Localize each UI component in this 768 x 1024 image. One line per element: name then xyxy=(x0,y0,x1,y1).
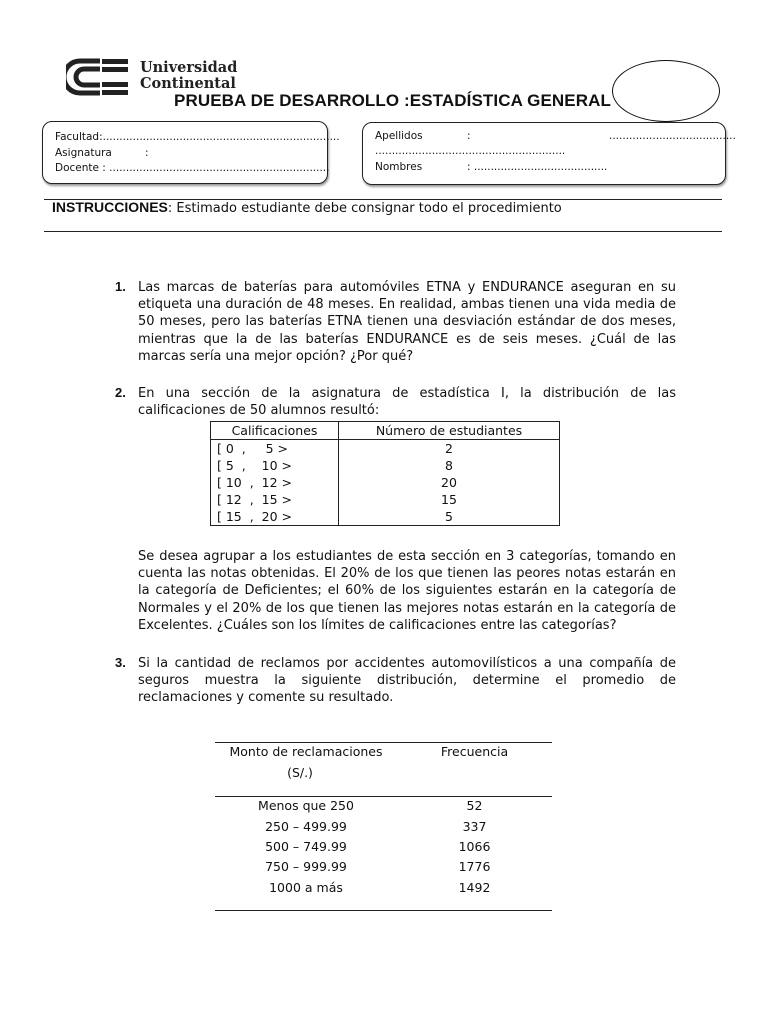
table-row xyxy=(211,440,559,458)
nombres-field[interactable]: : ........................................ xyxy=(467,161,608,173)
table-cell: 20 xyxy=(441,475,457,490)
question-1-number: 1. xyxy=(115,279,126,294)
asignatura-field[interactable]: : xyxy=(145,147,149,159)
instructions-label: INSTRUCCIONES xyxy=(52,199,168,215)
facultad-field[interactable]: Facultad:....................................................................... xyxy=(55,131,340,143)
table-cell: 337 xyxy=(462,819,487,834)
apellidos-field-continued[interactable]: ......................................................... xyxy=(375,145,566,157)
table-cell: [ 5 , 10 > xyxy=(211,457,339,474)
table-row xyxy=(211,491,559,508)
university-name xyxy=(140,60,237,92)
table-row xyxy=(211,508,559,525)
table-row xyxy=(211,474,559,491)
table-cell: [ 0 , 5 > xyxy=(211,440,339,458)
table-cell: 250 – 499.99 xyxy=(265,819,347,834)
question-2-text: En una sección de la asignatura de estadística I, la distribución de las calificaciones de 50 alumnos resultó: xyxy=(138,386,676,419)
grade-oval xyxy=(612,60,720,122)
table-cell: 1066 xyxy=(458,839,491,854)
table-cell: 1492 xyxy=(458,880,491,895)
table-rule-bottom xyxy=(215,910,552,911)
question-1-text: Las marcas de baterías para automóviles ETNA y ENDURANCE aseguran en su etiqueta una duración de 48 meses. En realidad, ambas tienen una vida media de 50 meses, pero las baterías ETNA tienen una desviación estándar de dos meses, mientras que la de las baterías ENDURANCE es de seis meses. ¿Cuál de las marcas sería una mejor opción? ¿Por qué? xyxy=(138,280,676,364)
docente-field[interactable]: Docente : .................................................................. xyxy=(55,162,330,174)
apellidos-colon: : xyxy=(467,130,471,142)
instructions-text: : Estimado estudiante debe consignar todo el procedimiento xyxy=(167,201,562,216)
instructions xyxy=(52,199,562,216)
table-cell: 52 xyxy=(466,798,483,813)
question-2-text-continued: Se desea agrupar a los estudiantes de esta sección en 3 categorías, tomando en cuenta las notas obtenidas. El 20% de los que tienen las peores notas estarán en la categoría de Deficientes; el 60% de los siguientes estarán en la categoría de Normales y el 20% de los que tienen las mejores notas estarán en la categoría de Excelentes. ¿Cuáles son los límites de calificaciones entre las categorías? xyxy=(138,549,676,633)
question-3-number: 3. xyxy=(115,655,126,670)
divider-bottom xyxy=(44,231,722,232)
claims-table xyxy=(215,742,552,895)
asignatura-label: Asignatura xyxy=(55,147,112,159)
table-header: (S/.) xyxy=(287,765,313,780)
nombres-label: Nombres xyxy=(375,161,423,173)
table-header: Monto de reclamaciones xyxy=(229,744,383,759)
table-header: Frecuencia xyxy=(440,744,509,759)
table-header: Número de estudiantes xyxy=(339,422,560,440)
table-cell: 8 xyxy=(445,458,453,473)
university-logo-icon xyxy=(66,57,130,97)
table-cell: 15 xyxy=(441,492,457,507)
page-title: PRUEBA DE DESARROLLO :ESTADÍSTICA GENERAL xyxy=(174,91,611,110)
question-2-number: 2. xyxy=(115,385,126,400)
logo-line1: Universidad xyxy=(140,59,238,76)
course-info-box xyxy=(42,121,340,184)
table-rule-top xyxy=(215,742,552,743)
table-cell: 500 – 749.99 xyxy=(265,839,347,854)
table-cell: [ 12 , 15 > xyxy=(211,491,339,508)
apellidos-label: Apellidos xyxy=(375,130,423,142)
apellidos-field[interactable]: ...................................... xyxy=(609,130,736,142)
table-rule-mid xyxy=(215,796,552,797)
student-info-box xyxy=(362,122,736,185)
table-cell: [ 10 , 12 > xyxy=(211,474,339,491)
table-cell: 5 xyxy=(445,509,453,524)
table-cell: Menos que 250 xyxy=(258,798,354,813)
table-cell: 1000 a más xyxy=(269,880,343,895)
table-cell: 1776 xyxy=(458,859,491,874)
table-cell: 2 xyxy=(445,441,453,456)
table-cell: 750 – 999.99 xyxy=(265,859,347,874)
table-cell: [ 15 , 20 > xyxy=(211,508,339,525)
logo-line2: Continental xyxy=(140,75,236,92)
grades-table xyxy=(210,421,560,526)
table-header: Calificaciones xyxy=(211,422,339,440)
table-row xyxy=(211,457,559,474)
question-3-text: Si la cantidad de reclamos por accidentes automovilísticos a una compañía de seguros muestra la siguiente distribución, determine el promedio de reclamaciones y comente su resultado. xyxy=(138,656,676,706)
